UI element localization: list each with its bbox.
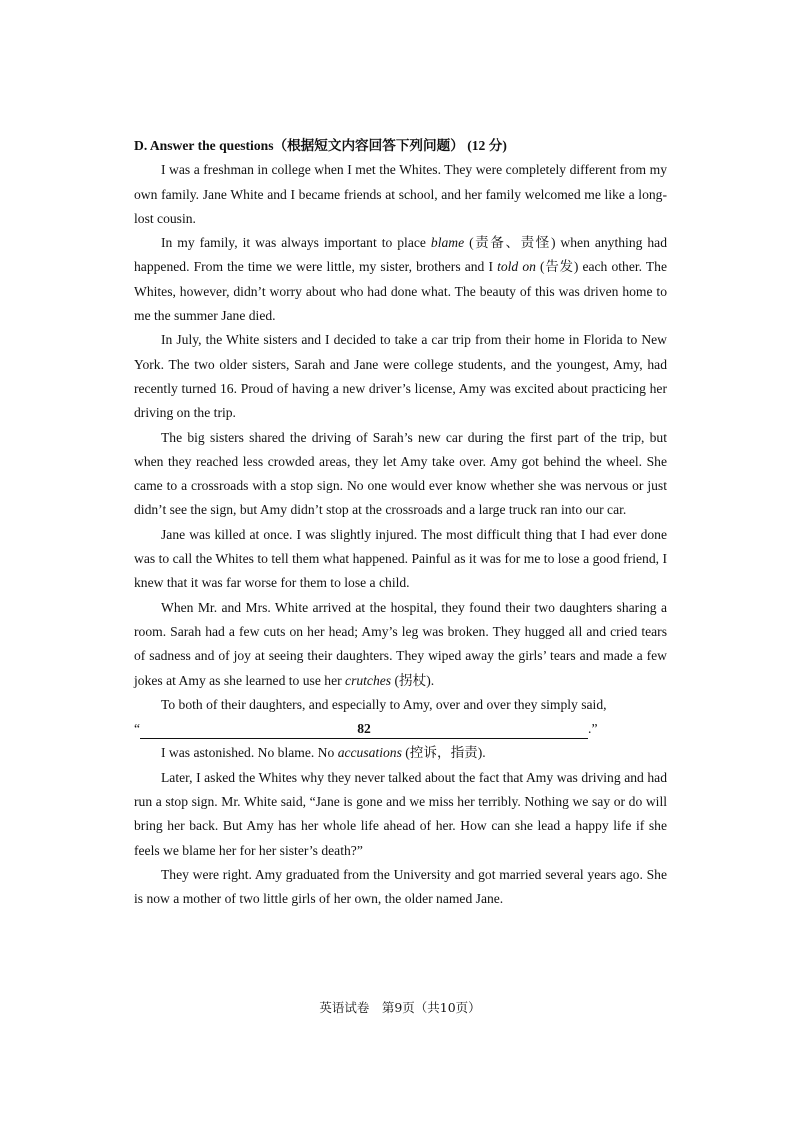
p8-text-a: I was astonished. No blame. No [161,745,338,761]
page-footer: 英语试卷 第9页（共10页） [319,1000,481,1015]
paragraph-8 [134,741,667,765]
section-title: D. Answer the questions（根据短文内容回答下列问题） [134,138,464,153]
answer-blank-82[interactable]: 82 [140,720,588,739]
term-blame: blame [430,235,465,251]
paragraph-4: The big sisters shared the driving of Sarah’s new car during the first part of the trip, but when they reached less crowded areas, they let Amy take over. Amy got behind the wheel. She came to a crossroads with a stop sign. No one would ever know whether she was nervous or just didn’t see the sign, but Amy didn’t stop at the crossroads and a large truck ran into our car. [134,429,667,518]
paragraph-5: Jane was killed at once. I was slightly injured. The most difficult thing that I had ever done was to call the Whites to tell them what happened. Painful as it was for me to lose a good friend, I knew that it was far worse for them to lose a child. [134,526,667,591]
term-accusations: accusations [337,745,402,761]
paragraph-6 [134,596,667,693]
p2-text-a: In my family, it was always important to place [161,235,431,251]
term-told-on: told on [497,259,536,275]
p2-text-c: (告发) each other. The Whites, however, didn’t worry about who had done what. The beauty of this was driven home to me the summer Jane died. [134,259,668,324]
term-crutches: crutches [345,672,392,688]
paragraph-7: To both of their daughters, and especially to Amy, over and over they simply said, [161,696,607,712]
paragraph-2 [134,231,667,328]
p8-text-b: (控诉，指责). [401,745,486,761]
document-page [134,134,667,912]
section-score: (12 分) [467,138,507,153]
answer-blank-line [134,717,667,741]
p6-text-b: (拐杖). [391,672,435,688]
paragraph-3: In July, the White sisters and I decided to take a car trip from their home in Florida to New York. The two older sisters, Sarah and Jane were college students, and the youngest, Amy, had recently turned 16. Proud of having a new driver’s license, Amy was excited about practicing her driving on the trip. [134,332,667,421]
paragraph-1: I was a freshman in college when I met the Whites. They were completely different from my own family. Jane White and I became friends at school, and her family welcomed me like a long-lost cousin. [134,162,667,226]
paragraph-9: Later, I asked the Whites why they never talked about the fact that Amy was driving and had run a stop sign. Mr. White said, “Jane is gone and we miss her terribly. Nothing we say or do will bring her back. But Amy has her whole life ahead of her. How can she lead a happy life if she feels we blame her for her sister’s death?” [134,769,667,858]
p2-text-b: (责备、责怪) when anything had happened. From the time we were little, my sister, brothers and I [134,235,668,275]
quote-close: .” [588,721,598,737]
quote-open: “ [134,721,141,737]
section-heading [134,134,667,158]
paragraph-10: They were right. Amy graduated from the University and got married several years ago. She is now a mother of two little girls of her own, the older named Jane. [134,866,667,907]
p6-text-a: When Mr. and Mrs. White arrived at the hospital, they found their two daughters sharing a room. Sarah had a few cuts on her head; Amy’s leg was broken. They hugged all and cried tears of sadness and of joy at seeing their daughters. They wiped away the girls’ tears and made a few jokes at Amy as she learned to use her [134,599,667,688]
